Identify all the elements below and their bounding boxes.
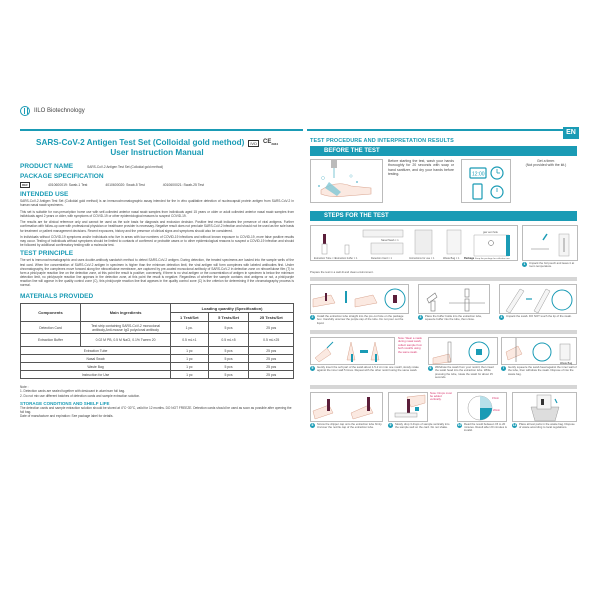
section-divider	[310, 330, 577, 334]
step-caption: 3 Place the buffer bottle into the extraction tube, squeeze buffer into the tube, then close.	[419, 313, 483, 322]
step-caption: 1 Unpack the foil pouch and leave it at room temperature.	[523, 261, 575, 269]
ref-icon: REF	[22, 183, 28, 187]
squeeze-swab-icon	[502, 338, 577, 365]
materials-table	[20, 303, 294, 379]
step-6-illustration	[428, 337, 498, 365]
col-header-1-test: 1 Test/Set	[171, 313, 208, 322]
step-3	[418, 284, 490, 325]
materials-heading: MATERIALS PROVIDED	[20, 293, 94, 301]
language-badge: EN	[563, 127, 579, 139]
header-divider-right	[307, 129, 567, 131]
step-caption: 4 Unpack the swab. DO NOT touch the tip of the swab.	[500, 313, 572, 319]
step-7	[501, 337, 577, 380]
svg-text:Nasal Swab × 1: Nasal Swab × 1	[381, 239, 399, 242]
brand-name: IILO Biotechnology	[34, 108, 85, 114]
steps-row-2-4	[310, 284, 577, 325]
col-header-components: Components	[21, 304, 81, 322]
storage-heading: STORAGE CONDITIONS AND SHELF LIFE	[20, 400, 110, 406]
prepare-note: Prepare the test in a well-lit and clean environment.	[310, 269, 374, 274]
svg-text:gas vent hole: gas vent hole	[483, 231, 498, 234]
step-caption: 5 Gently insert the soft part of the swab about 1.5-2 cm into one nostril, slowly rotate against the inner wall 5 times. Repeat with the other nostril using the same swab.	[311, 365, 419, 373]
product-name-heading: PRODUCT NAME	[20, 163, 74, 170]
right-column	[310, 138, 580, 433]
step-caption: 10 Read the result between 15 to 20 minutes. Result after 20 minutes is invalid.	[457, 421, 507, 433]
unpack-swab-icon	[500, 285, 577, 314]
ce-mark-icon: $CE_{2934}$	[262, 139, 279, 147]
document-title-row	[20, 138, 294, 148]
kit-contents-illustration	[310, 225, 518, 261]
step-caption: 7 Gently squeeze the swab head against the inner wall of the tube, then withdraw the swab. Dispose of into the waste bag.	[502, 365, 577, 376]
procedure-heading: TEST PROCEDURE AND INTERPRETATION RESULTS	[310, 138, 454, 144]
step-5-illustration	[310, 337, 395, 365]
step-11-illustration	[512, 392, 577, 422]
dispose-waste-icon	[513, 393, 577, 422]
product-name-section	[20, 163, 294, 170]
header-divider-left	[20, 129, 303, 131]
svg-text:12:00: 12:00	[472, 171, 485, 178]
intended-use-paragraph: SARS-CoV-2 Antigen Test Set (Colloidal gold method) is an immunochromatographic assay intended for the in vitro qualitative detection of nucleocapsid protein antigen from SARS-CoV-2 in human nasal swab specimens.	[20, 199, 294, 208]
svg-text:Keep the package for collectio: Keep the package for collection use	[475, 258, 510, 260]
svg-text:20min: 20min	[493, 408, 501, 412]
left-column	[20, 138, 294, 418]
svg-text:Instructions for use × 1: Instructions for use × 1	[409, 257, 435, 260]
step-11	[512, 392, 577, 433]
svg-text:Extraction buffer × 1: Extraction buffer × 1	[335, 257, 358, 260]
step-caption: 6 Withdraw the swab from your nostril, then insert the swab head into the extraction tube. While pressing the tube, rotate the swab for about 15 seconds.	[429, 365, 495, 380]
col-header-25-tests: 25 Tests/Set	[249, 313, 294, 322]
wash-hands-text: Before starting the test, wash your hands thoroughly for 20 seconds with soap or hand sanitizer, and dry your hands before testing.	[388, 159, 454, 176]
package-spec-heading: PACKAGE SPECIFICATION	[20, 173, 104, 180]
intended-use-heading: INTENDED USE	[20, 191, 69, 198]
svg-text:Waste Bag: Waste Bag	[560, 362, 573, 366]
step-3-illustration	[418, 284, 490, 314]
step-4-illustration	[499, 284, 577, 314]
step-8-illustration	[310, 392, 383, 422]
step-5-warning: Note: Wear a mask during nasal swab; collect sample from both nostrils using the same swab.	[398, 336, 423, 354]
table-row: Extraction Buffer 0.02 M PB, 0.5 M NaCl, 0.1% Tween 20 0.5 mL×1 0.5 mL×5 0.5 mL×25	[21, 334, 294, 347]
step-8	[310, 392, 383, 433]
brand-logo	[20, 106, 85, 116]
step-2-illustration	[310, 284, 409, 314]
document-subtitle: User Instruction Manual	[110, 148, 204, 157]
step-caption: 11 Place all test parts in the waste bag. Dispose of waste according to local regulations.	[512, 421, 575, 430]
table-row: Nasal Swab 1 pc 5 pcs 25 pcs	[21, 355, 294, 363]
open-pouch-icon	[523, 226, 578, 261]
svg-text:Waste Bag × 1: Waste Bag × 1	[443, 257, 460, 260]
materials-notes: Note : 1. Detection cards are sealed together with desiccant in aluminum foil bag. 2. Do not mix use different batches of detection cards and sample extraction solution.	[20, 385, 141, 398]
svg-text:15min: 15min	[492, 396, 500, 400]
col-header-ingredients: Main Ingredients	[81, 304, 171, 322]
product-name-value: SARS-CoV-2 Antigen Test Set (Colloidal gold method)	[87, 165, 164, 169]
screw-cap-icon	[311, 393, 383, 422]
add-drops-icon	[389, 393, 428, 422]
intended-use-paragraph: In individuals without COVID-19 symptoms and/or individuals who live in areas with low numbers of COVID-19 infections and without known exposure to COVID-19, more false positive results may occur. Testing of individuals without symptoms should be limited to contacts of confirmed or probable cases or to other epidemiological reasons to suspect a COVID-19 infection and should be followed by additional confirmatory testing with a molecular test.	[20, 235, 294, 248]
col-header-5-tests: 5 Tests/Set	[208, 313, 249, 322]
table-row: Detection Card Test strip containing SARS-CoV-2 monoclonal antibody,Anti-mouse IgG polyclonal antibody 1 pc. 5 pcs 25 pcs	[21, 322, 294, 334]
step-1-illustration	[522, 225, 578, 261]
brand-logo-icon	[20, 106, 30, 116]
spec-item: 4010600021: Swab-25 Test	[162, 183, 204, 187]
add-buffer-icon	[419, 285, 490, 314]
step-10-illustration	[457, 392, 507, 422]
step-9	[388, 392, 452, 433]
step-caption: 2 Install the extraction tube straight into the pre-cut hole on the package box. Carefully unscrew the purple cap of the tube. Do not pour out the liquid.	[311, 313, 404, 325]
svg-text:Package: Package	[464, 257, 475, 260]
storage-text: The detection cards and sample extraction solution should be stored at 4°C~30°C, valid for 12 months. DO NOT FREEZE. Detection cards should be used as soon as possible after opening the foil bag. Date of manufacture and expiration: See package label for details.	[20, 405, 292, 419]
step-9-illustration	[388, 392, 428, 422]
svg-text:Extraction Tube × 1: Extraction Tube × 1	[314, 257, 336, 260]
ivd-mark-icon: IVD	[250, 140, 257, 146]
svg-text:Detection Card × 1: Detection Card × 1	[371, 257, 392, 260]
table-row: Instruction for Use 1 pc 5 pcs 25 pcs	[21, 371, 294, 379]
test-principle-text: The set is immunochromatographic and uses double-antibody sandwich method to detect SARS-CoV-2 antigen. During detection, the treated specimens are loaded into the sample wells of the test card. When the concentration of SARS-CoV-2 antigen in specimen is higher than the minimum detection limit, the viral antigen will form complexes with labeled antibodies first. Under chromatography, the complexes move forward along the nitrocellulose membrane, are captured by pre-coated monoclonal antibody of SARS-CoV-2 in detection zone on nitrocellulose film (T) to form a pink/purple reaction line on the detection zone, at this point the result is positive; conversely, if there is no viral antigen or the concentration of antigen in specimen is below the minimum detection limit, no pink/purple reaction line appears in the detection zone, at this point the result is negative. Regardless of whether the sample contains viral antigens or not, a pink/purple reaction line will appear in the quality control zone (C), this pink/purple reaction line that appears in the quality control zone (C) is the criterion for determining if the chromatography process is normal.	[20, 258, 294, 287]
document-title: SARS-CoV-2 Antigen Test Set (Colloidal gold method)	[35, 138, 245, 147]
col-header-loading: Loading quantity (Specification)	[171, 304, 294, 313]
package-spec-list	[20, 182, 294, 188]
steps-row-8-11	[310, 392, 577, 433]
step-caption: 9 Slowly drop 3 drops of sample vertically into the sample well on the card. Do not shake.	[389, 421, 450, 430]
timer-dial-icon	[458, 393, 507, 422]
step-7-illustration	[501, 337, 577, 365]
step-5	[310, 337, 425, 380]
section-divider	[310, 385, 577, 389]
spec-item: 4010600019: Swab-1 Test	[48, 183, 88, 187]
nasal-swab-icon	[311, 338, 395, 365]
table-row: Waste Bag 1 pc 5 pcs 25 pcs	[21, 363, 294, 371]
before-test-section	[310, 159, 580, 205]
kit-contents-icon	[311, 226, 518, 261]
before-test-bar: BEFORE THE TEST	[310, 146, 577, 156]
rotate-swab-icon	[429, 338, 498, 365]
steps-row-5-7	[310, 337, 577, 380]
intended-use-paragraph: The results are for clinical reference only and cannot be used as the sole basis for diagnosis and exclusion decision. Positive test result indicates the presence of viral antigens. Further confirmation with follow-up care with professional physician or healthcare provider is necessary. Negative result does not preclude SARS-CoV-2 infection and should not be used as the sole basis for treatment or patient management decisions. Recent exposures, history and the presence of clinical signs and symptoms should also be considered.	[20, 220, 294, 233]
spec-item: 4010600020: Swab-5 Test	[105, 183, 145, 187]
timer-icon	[462, 160, 512, 203]
install-tube-icon	[311, 285, 409, 314]
kit-contents-row	[310, 225, 580, 269]
step-caption: 8 Screw the dripper cap onto the extraction tube firmly. Uncover the nozzle cap of the extraction tube.	[311, 421, 383, 430]
step-10	[457, 392, 507, 433]
step-2	[310, 284, 409, 325]
test-principle-heading: TEST PRINCIPLE	[20, 250, 74, 258]
hand-wash-illustration	[310, 159, 383, 203]
table-row: Extraction Tube 1 pc 5 pcs 25 pcs	[21, 347, 294, 355]
step-4	[499, 284, 577, 325]
intended-use-paragraph: This set is suitable for non-prescription home use with self-collected anterior nasal swab samples from individuals aged 15 years or older or adult collected anterior nasal swab samples from individuals aged 2 years or older, with symptoms of COVID-19 or other epidemiological reasons to suspect COVID-19.	[20, 209, 294, 218]
timer-text: Get a timer. (Not provided with the kit.)	[525, 159, 567, 168]
hand-wash-icon	[311, 160, 383, 203]
section-divider	[310, 277, 577, 281]
steps-bar: STEPS FOR THE TEST	[310, 211, 577, 221]
timer-illustration	[461, 159, 511, 203]
step-9-warning: Note: Drops must be added vertically.	[430, 390, 452, 402]
step-1	[522, 225, 578, 269]
step-6	[428, 337, 498, 380]
